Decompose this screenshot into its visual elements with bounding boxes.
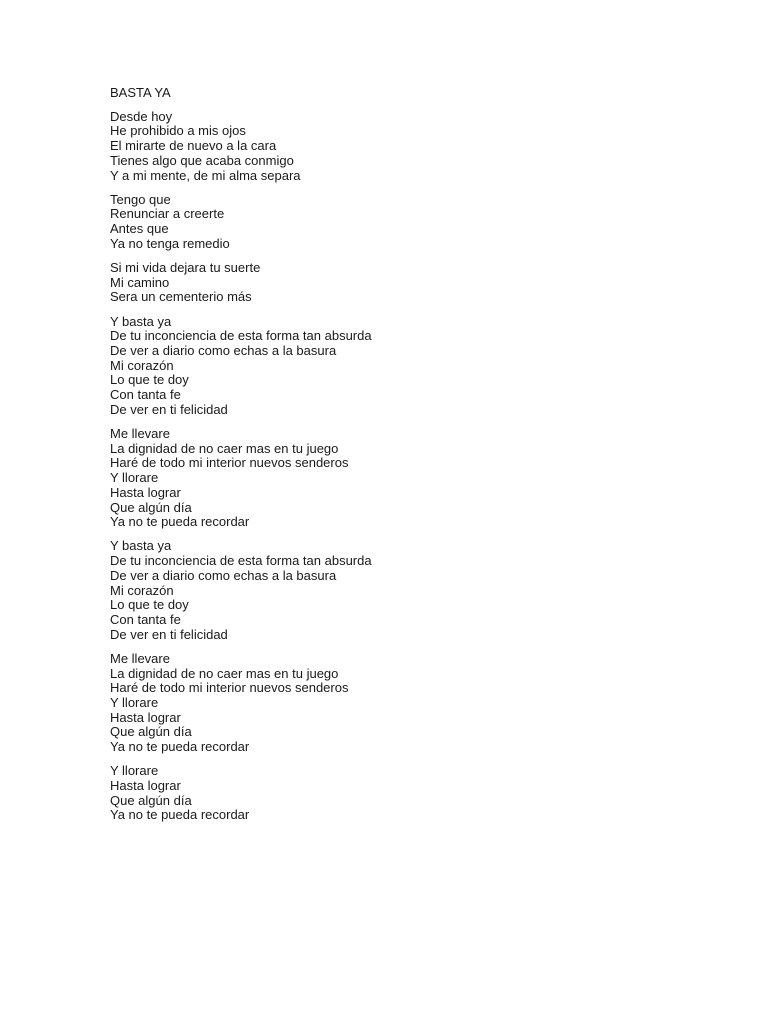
lyric-line: Con tanta fe xyxy=(110,612,181,627)
lyric-line: Mi corazón xyxy=(110,582,174,598)
lyric-line: De ver en ti felicidad xyxy=(110,626,228,642)
lyric-line: La dignidad de no caer mas en tu juego xyxy=(110,665,339,681)
lyrics-content xyxy=(110,86,710,833)
lyric-line: Y basta ya xyxy=(110,538,172,554)
lyric-line: Ya no te pueda recordar xyxy=(110,807,250,823)
lyric-line: De ver en ti felicidad xyxy=(110,401,228,417)
lyric-line: Y basta ya xyxy=(110,313,172,329)
lyric-line: Si mi vida dejara tu suerte xyxy=(110,260,261,276)
stanza xyxy=(110,261,710,305)
stanza xyxy=(110,764,710,823)
stanza xyxy=(110,539,710,642)
lyric-line: Tengo que xyxy=(110,191,171,207)
lyric-line: Que algún día xyxy=(110,499,192,515)
lyric-line: Lo que te doy xyxy=(110,372,189,388)
stanza xyxy=(110,193,710,252)
lyric-line: Desde hoy xyxy=(110,108,173,124)
lyric-line: Mi corazón xyxy=(110,357,174,373)
lyric-line: Tienes algo que acaba conmigo xyxy=(110,152,294,168)
lyric-line: Lo que te doy xyxy=(110,597,189,613)
stanza xyxy=(110,652,710,755)
stanza-list xyxy=(110,110,710,823)
lyric-line: Sera un cementerio más xyxy=(110,289,252,305)
lyric-line: Y a mi mente, de mi alma separa xyxy=(110,167,301,183)
stanza xyxy=(110,427,710,530)
lyric-line: De tu inconciencia de esta forma tan absurda xyxy=(110,553,372,569)
lyric-line: Y llorare xyxy=(110,763,159,779)
lyric-line: Y llorare xyxy=(110,695,159,711)
lyric-line: Hasta lograr xyxy=(110,778,181,794)
lyric-line: Haré de todo mi interior nuevos senderos xyxy=(110,455,349,471)
lyric-line: Que algún día xyxy=(110,724,192,740)
lyric-line: Haré de todo mi interior nuevos senderos xyxy=(110,680,349,696)
lyric-line: Hasta lograr xyxy=(110,484,181,500)
lyric-line: Renunciar a creerte xyxy=(110,206,225,222)
lyric-line: Me llevare xyxy=(110,650,170,666)
lyric-line: Antes que xyxy=(110,221,169,237)
stanza xyxy=(110,315,710,418)
lyric-line: De tu inconciencia de esta forma tan absurda xyxy=(110,328,372,344)
lyric-line: De ver a diario como echas a la basura xyxy=(110,567,337,583)
lyric-line: Ya no te pueda recordar xyxy=(110,514,250,530)
lyric-line: Con tanta fe xyxy=(110,387,181,403)
lyric-line: El mirarte de nuevo a la cara xyxy=(110,138,277,154)
lyric-line: La dignidad de no caer mas en tu juego xyxy=(110,440,339,456)
lyric-line: Ya no te pueda recordar xyxy=(110,739,250,755)
lyric-line: Me llevare xyxy=(110,426,170,442)
stanza xyxy=(110,110,710,184)
lyric-line: He prohibido a mis ojos xyxy=(110,123,246,139)
lyric-line: Que algún día xyxy=(110,792,192,808)
song-title: BASTA YA xyxy=(110,85,171,100)
lyric-line: Ya no tenga remedio xyxy=(110,235,230,251)
lyric-line: Y llorare xyxy=(110,470,159,486)
lyric-line: De ver a diario como echas a la basura xyxy=(110,343,337,359)
lyric-line: Hasta lograr xyxy=(110,709,181,725)
lyric-line: Mi camino xyxy=(110,274,170,290)
